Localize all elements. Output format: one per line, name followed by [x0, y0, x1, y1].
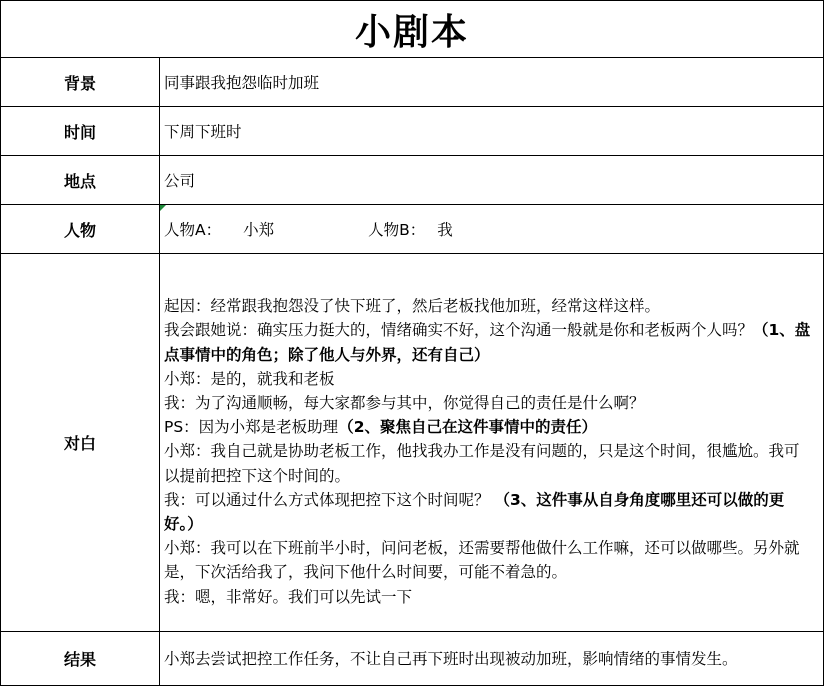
- dialog-line: [164, 367, 813, 391]
- label-time[interactable]: 时间: [1, 107, 160, 156]
- row-time: [1, 107, 824, 156]
- dialog-line: [164, 391, 813, 415]
- cell-comment-marker: [160, 205, 166, 211]
- row-background: [1, 58, 824, 107]
- dialog-lines: [164, 276, 813, 609]
- person-a-label: 人物A：: [164, 221, 222, 239]
- value-time[interactable]: 下周下班时: [160, 107, 824, 156]
- dialog-line-note: （3、这件事从自身角度哪里还可以做的更好。）: [164, 490, 785, 533]
- row-dialog: [1, 254, 824, 632]
- label-place[interactable]: 地点: [1, 156, 160, 205]
- dialog-line-text: 起因：经常跟我抱怨没了快下班了，然后老板找他加班，经常这样这样。: [164, 297, 661, 316]
- dialog-line-text: 小郑：我可以在下班前半小时，问问老板，还需要帮他做什么工作嘛，还可以做哪些。另外就是，下次活给我了，我问下他什么时间要，可能不着急的。: [164, 539, 800, 582]
- dialog-line-note: （1、盘点事情中的角色；除了他人与外界，还有自己）: [164, 321, 811, 364]
- dialog-line: [164, 318, 813, 366]
- value-result[interactable]: 小郑去尝试把控工作任务，不让自己再下班时出现被动加班，影响情绪的事情发生。: [160, 632, 824, 686]
- value-place[interactable]: 公司: [160, 156, 824, 205]
- row-result: [1, 632, 824, 686]
- label-result[interactable]: 结果: [1, 632, 160, 686]
- value-people[interactable]: [160, 205, 824, 254]
- dialog-line-text: 我会跟她说：确实压力挺大的，情绪确实不好，这个沟通一般就是你和老板两个人吗？: [164, 321, 754, 340]
- dialog-line: [164, 439, 813, 487]
- title-row: [1, 1, 824, 58]
- person-b-name: 我: [437, 221, 453, 239]
- dialog-line-text: 我：可以通过什么方式体现把控下这个时间呢？: [164, 490, 495, 509]
- dialog-line: [164, 415, 813, 439]
- page-title[interactable]: 小剧本: [1, 1, 824, 58]
- value-background[interactable]: 同事跟我抱怨临时加班: [160, 58, 824, 107]
- dialog-line-text: PS：因为小郑是老板助理: [164, 418, 339, 437]
- dialog-line-text: 我：嗯，非常好。我们可以先试一下: [164, 587, 413, 606]
- value-dialog[interactable]: [160, 254, 824, 632]
- label-dialog[interactable]: 对白: [1, 254, 160, 632]
- dialog-line: [164, 585, 813, 609]
- dialog-line-text: 小郑：我自己就是协助老板工作，他找我办工作是没有问题的，只是这个时间，很尴尬。我可以提前把控下这个时间的。: [164, 442, 800, 485]
- person-b-label: 人物B：: [368, 221, 426, 239]
- label-background[interactable]: 背景: [1, 58, 160, 107]
- label-people[interactable]: 人物: [1, 205, 160, 254]
- row-place: [1, 156, 824, 205]
- dialog-line-note: （2、聚焦自己在这件事情中的责任）: [338, 418, 597, 437]
- dialog-line-text: 我：为了沟通顺畅，每大家都参与其中，你觉得自己的责任是什么啊？: [164, 393, 645, 412]
- dialog-line-text: 小郑：是的，就我和老板: [164, 369, 335, 388]
- dialog-line: [164, 488, 813, 536]
- person-a-name: 小郑: [243, 221, 275, 239]
- dialog-line: [164, 294, 813, 318]
- dialog-line: [164, 536, 813, 584]
- row-people: [1, 205, 824, 254]
